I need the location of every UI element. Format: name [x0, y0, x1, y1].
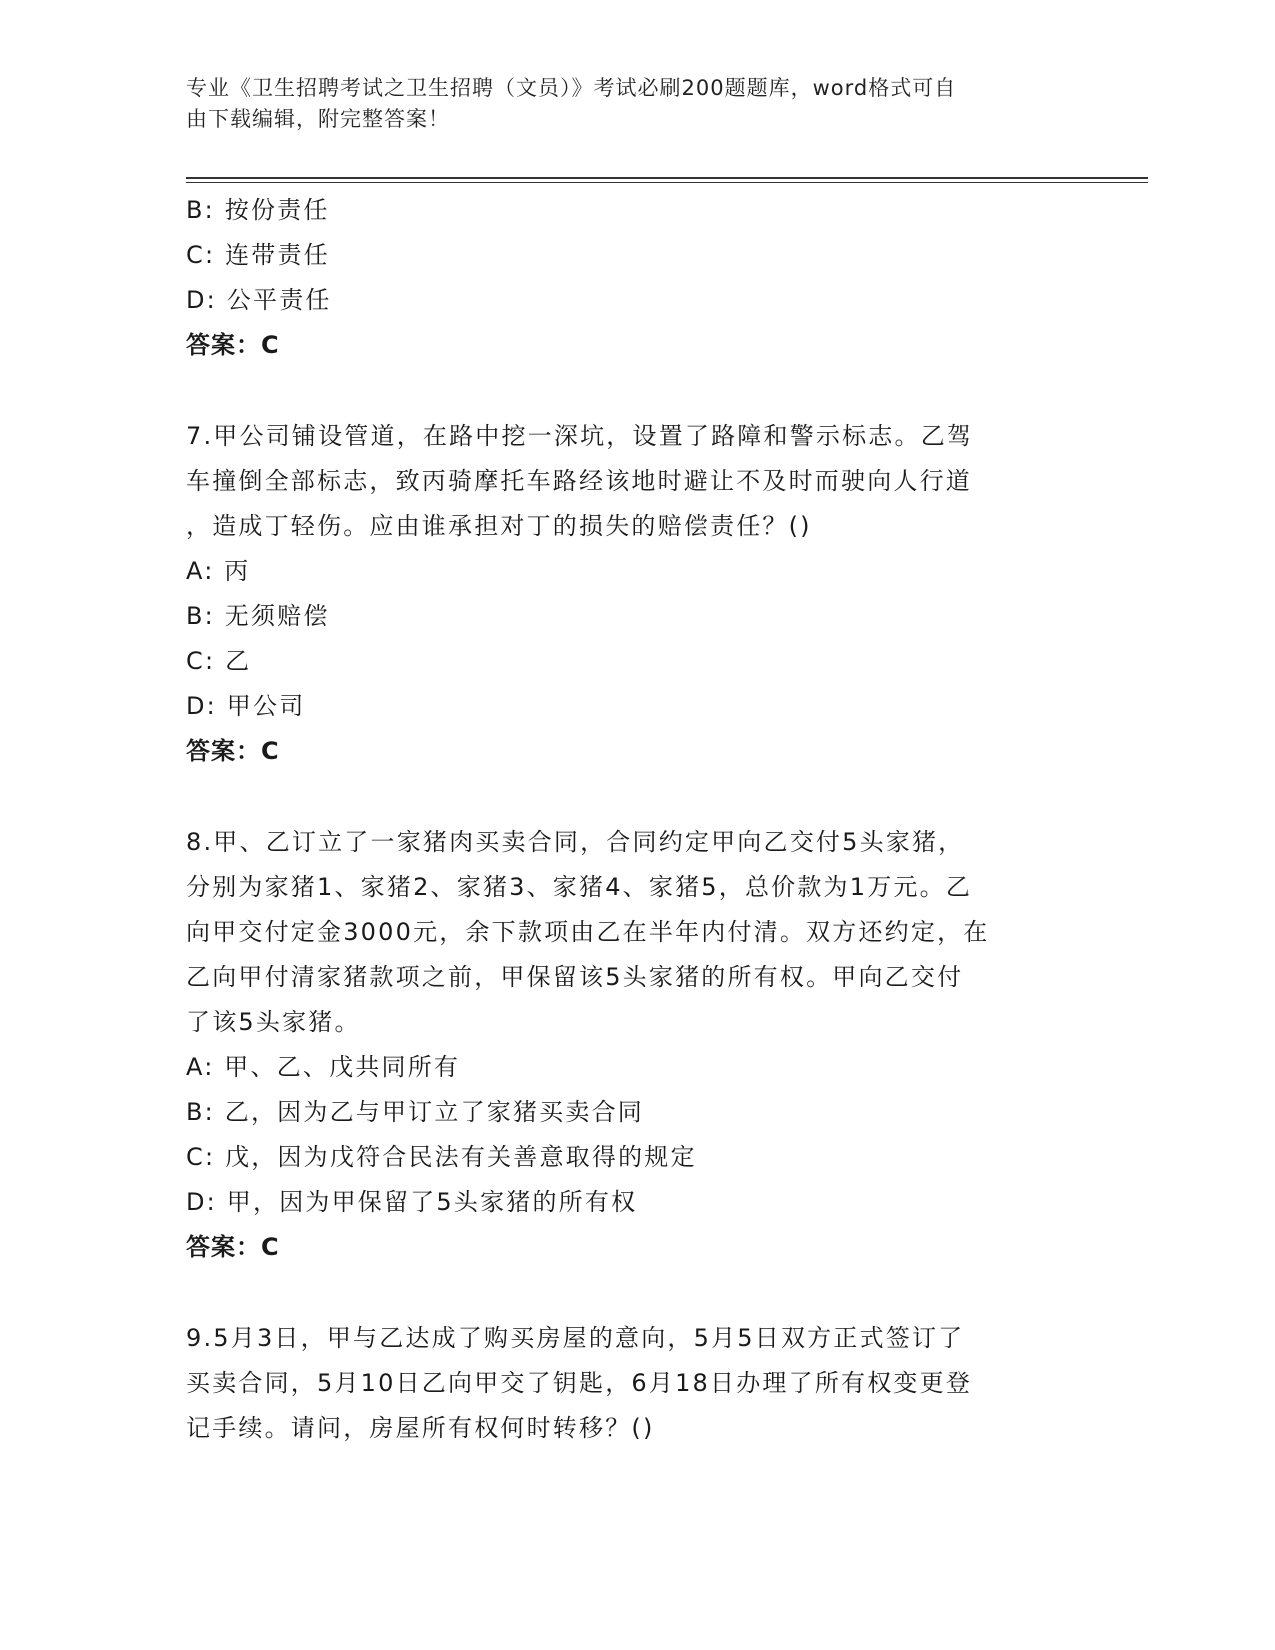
- page-header: [186, 73, 1066, 135]
- question-7-stem-line-3: ，造成丁轻伤。应由谁承担对丁的损失的赔偿责任？(): [186, 512, 812, 540]
- question-9-stem-line-3: 记手续。请问，房屋所有权何时转移？(): [186, 1414, 655, 1442]
- question-8-option-d: D: 甲，因为甲保留了5头家猪的所有权: [186, 1188, 638, 1216]
- question-6-option-d: D: 公平责任: [186, 286, 332, 314]
- question-6-answer: 答案：C: [186, 331, 280, 359]
- question-9-stem-line-1: 9.5月3日，甲与乙达成了购买房屋的意向，5月5日双方正式签订了: [186, 1324, 965, 1352]
- question-8-stem-line-1: 8.甲、乙订立了一家猪肉买卖合同，合同约定甲向乙交付5头家猪，: [186, 828, 965, 856]
- question-7-option-c: C: 乙: [186, 647, 252, 675]
- header-line-2: 由下载编辑，附完整答案！: [186, 107, 450, 131]
- question-8-option-c: C: 戊，因为戊符合民法有关善意取得的规定: [186, 1143, 697, 1171]
- question-8-stem-line-5: 了该5头家猪。: [186, 1008, 361, 1036]
- question-8-option-b: B: 乙，因为乙与甲订立了家猪买卖合同: [186, 1098, 644, 1126]
- question-9-stem-line-2: 买卖合同，5月10日乙向甲交了钥匙，6月18日办理了所有权变更登: [186, 1369, 973, 1397]
- question-6-option-c: C: 连带责任: [186, 241, 330, 269]
- question-content: [186, 188, 1086, 1451]
- question-8-answer: 答案：C: [186, 1233, 280, 1261]
- question-7-stem-line-2: 车撞倒全部标志，致丙骑摩托车路经该地时避让不及时而驶向人行道: [186, 467, 972, 495]
- question-6: [186, 188, 1086, 368]
- question-6-option-b: B: 按份责任: [186, 196, 330, 224]
- header-divider-thick: [186, 177, 1148, 179]
- question-7-option-b: B: 无须赔偿: [186, 602, 330, 630]
- question-7-option-d: D: 甲公司: [186, 692, 306, 720]
- question-7-option-a: A: 丙: [186, 557, 251, 585]
- header-divider-thin: [186, 182, 1148, 183]
- question-8: [186, 820, 1086, 1270]
- question-8-stem-line-4: 乙向甲付清家猪款项之前，甲保留该5头家猪的所有权。甲向乙交付: [186, 963, 964, 991]
- question-7-answer: 答案：C: [186, 737, 280, 765]
- question-8-option-a: A: 甲、乙、戊共同所有: [186, 1053, 461, 1081]
- question-7-stem-line-1: 7.甲公司铺设管道，在路中挖一深坑，设置了路障和警示标志。乙驾: [186, 422, 974, 450]
- question-7: [186, 414, 1086, 774]
- question-8-stem-line-3: 向甲交付定金3000元，余下款项由乙在半年内付清。双方还约定，在: [186, 918, 990, 946]
- question-9: [186, 1316, 1086, 1451]
- header-line-1: 专业《卫生招聘考试之卫生招聘（文员）》考试必刷200题题库，word格式可自: [186, 76, 957, 100]
- question-8-stem-line-2: 分别为家猪1、家猪2、家猪3、家猪4、家猪5，总价款为1万元。乙: [186, 873, 973, 901]
